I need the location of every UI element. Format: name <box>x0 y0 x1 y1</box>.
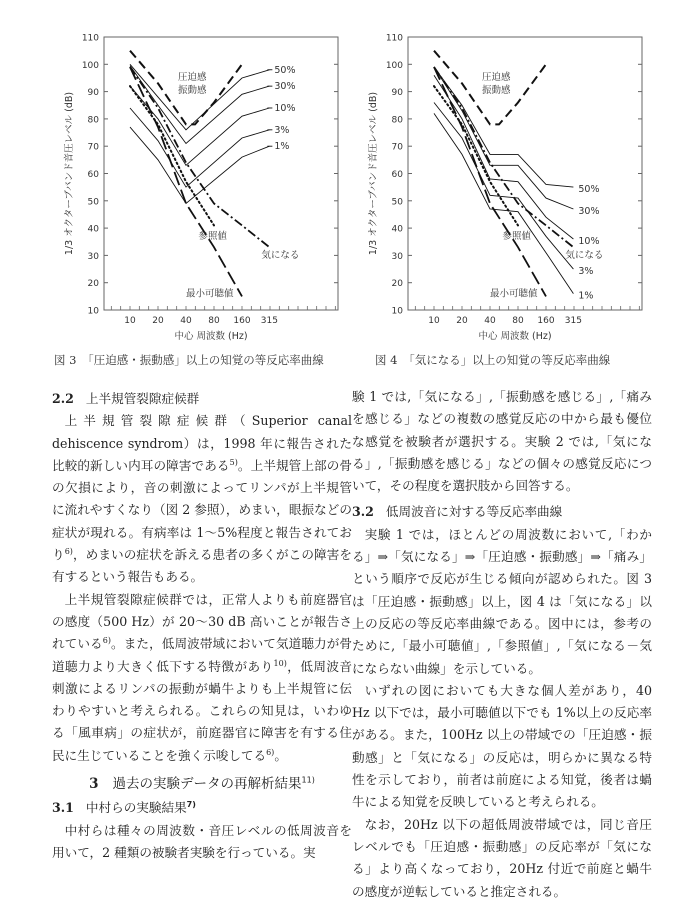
y-tick-label: 110 <box>81 33 99 44</box>
annoyance-curve-label: 気になる <box>261 250 300 262</box>
section-title: 中村らの実験結果 <box>85 800 187 816</box>
x-tick-label: 40 <box>484 316 496 326</box>
figure-3 <box>48 22 348 342</box>
section-3-2-heading <box>352 501 652 523</box>
y-tick-label: 80 <box>87 115 99 126</box>
section-title: 低周波音に対する等反応率曲線 <box>385 504 563 520</box>
series-line-最小可聴値 <box>130 67 242 296</box>
reference: 6) <box>266 747 275 757</box>
reference: 5) <box>229 457 238 467</box>
section-number: 3.1 <box>52 800 74 816</box>
y-tick-label: 110 <box>385 33 403 44</box>
percent-label-3pct: 3% <box>578 266 594 278</box>
series-line-参照値 <box>434 86 518 225</box>
percent-label-10pct: 10% <box>274 102 296 114</box>
x-tick-label: 10 <box>428 316 440 326</box>
series-line-3% <box>434 103 573 270</box>
figure-4 <box>352 22 652 342</box>
y-tick-label: 50 <box>87 197 99 208</box>
paragraph <box>52 410 352 588</box>
section-number: 2.2 <box>52 391 74 406</box>
left-column <box>52 386 352 864</box>
percent-label-50pct: 50% <box>578 184 600 196</box>
x-tick-label: 40 <box>180 316 192 326</box>
annotation-pressure-label: 圧迫感 <box>482 72 511 83</box>
figure-3-chart <box>48 22 348 342</box>
hearing-threshold-label: 最小可聴値 <box>186 288 234 300</box>
text: 。また，低周波帯域において気道聴力が骨道聴力より大きく低下する特徴があり <box>52 636 353 674</box>
y-tick-label: 40 <box>87 224 99 235</box>
reference: 6) <box>64 546 73 556</box>
x-tick-label: 10 <box>124 316 136 326</box>
x-tick-label: 80 <box>208 316 220 326</box>
hearing-threshold-label: 最小可聴値 <box>490 288 538 300</box>
percent-label-30pct: 30% <box>274 81 296 93</box>
percent-label-1pct: 1% <box>274 141 290 153</box>
percent-label-10pct: 10% <box>578 236 600 248</box>
y-tick-label: 60 <box>87 170 99 180</box>
series-line-1% <box>130 127 269 203</box>
y-tick-label: 30 <box>391 251 403 262</box>
reference: 11) <box>301 775 315 785</box>
y-tick-label: 40 <box>391 224 403 235</box>
paragraph <box>52 589 352 767</box>
y-tick-label: 80 <box>391 115 403 126</box>
x-tick-label: 315 <box>260 316 278 326</box>
x-axis-label: 中心 周波数 (Hz) <box>478 331 552 342</box>
reference: 7) <box>186 800 196 810</box>
annotation-pressure-label: 圧迫感 <box>178 72 207 83</box>
section-3-1-heading <box>52 797 352 819</box>
y-tick-label: 20 <box>391 279 403 290</box>
y-tick-label: 90 <box>391 88 403 99</box>
text: ，低周波音刺激によるリンパの振動が蝸牛よりも上半規管に伝わりやすいと考えられる。これらの知見は，いわゆる「風車病」の症状が，前庭器官に障害を有する住民に生じていることを強く示唆してる <box>52 658 352 763</box>
right-column <box>352 386 652 903</box>
section-number: 3.2 <box>352 504 374 520</box>
y-tick-label: 30 <box>87 251 99 262</box>
text: 。上半規管上部の骨の欠損により，音の刺激によってリンパが上半規管に流れやすくなり（図 2 参照），めまい，眼振などの症状が現れる。有病率は 1～5%程度と報告されており <box>52 457 353 563</box>
paragraph: 中村らは種々の周波数・音圧レベルの低周波音を用いて，2 種類の被験者実験を行っている。実 <box>52 822 352 860</box>
text: 。 <box>274 747 287 763</box>
paragraph: 実験 1 では，ほとんどの周波数において,「わかる」⇒「気になる」⇒「圧迫感・振動感」⇒「痛み」という順序で反応が生じる傾向が認められた。図 3 は「圧迫感・振動感」以上，図 4 は「気になる」以上の反応の等反応率曲線である。図中には，参考のために,「最小可聴値」,「参照値」,「気になる－気にならない曲線」を示している。 <box>352 526 652 676</box>
reference-value-label: 参照値 <box>198 231 227 243</box>
y-tick-label: 90 <box>87 88 99 99</box>
y-tick-label: 100 <box>385 60 403 71</box>
x-tick-label: 20 <box>456 316 468 326</box>
x-tick-label: 160 <box>537 316 555 326</box>
percent-label-1pct: 1% <box>578 290 594 302</box>
series-line-最小可聴値 <box>434 67 546 296</box>
percent-label-30pct: 30% <box>578 205 600 217</box>
reference: 10) <box>273 658 287 668</box>
reference-value-label: 参照値 <box>502 231 531 243</box>
y-tick-label: 100 <box>81 60 99 71</box>
annotation-vibration-label: 振動感 <box>178 85 207 96</box>
percent-label-50pct: 50% <box>274 64 296 76</box>
annoyance-curve-label: 気になる <box>565 250 604 262</box>
y-tick-label: 20 <box>87 279 99 290</box>
figure-3-caption: 図 3 「圧迫感・振動感」以上の知覚の等反応率曲線 <box>54 353 324 367</box>
y-axis-label: 1/3 オクターブバンド音圧レベル (dB) <box>64 91 75 256</box>
section-title: 上半規管裂隙症候群 <box>85 391 200 406</box>
text: 上半規管裂隙症候群では，正常人よりも前庭器官の感度（500 Hz）が 20～30 dB 高いことが報告されている <box>52 591 352 652</box>
y-tick-label: 10 <box>87 306 99 317</box>
y-tick-label: 70 <box>391 142 403 153</box>
text: 上半規管裂隙症候群（Superior canal dehiscence syndrom）は，1998 年に報告された比較的新しい内耳の障害である <box>52 413 352 473</box>
y-axis-label: 1/3 オクターブバンド音圧レベル (dB) <box>368 91 379 256</box>
y-tick-label: 10 <box>391 306 403 317</box>
paragraph: なお，20Hz 以下の超低周波帯域では，同じ音圧レベルでも「圧迫感・振動感」の反応率が「気になる」より高くなっており，20Hz 付近で前庭と蝸牛の感度が逆転していると推定される。 <box>352 816 652 899</box>
figure-4-caption: 図 4 「気になる」以上の知覚の等反応率曲線 <box>375 353 611 367</box>
figure-4-chart <box>352 22 652 342</box>
series-line-参照値 <box>130 86 214 225</box>
section-3-heading <box>52 773 352 795</box>
y-tick-label: 50 <box>391 197 403 208</box>
annotation-vibration-label: 振動感 <box>482 85 511 96</box>
section-2-2-heading <box>52 388 352 410</box>
x-tick-label: 20 <box>152 316 164 326</box>
paragraph: いずれの図においても大きな個人差があり，40 Hz 以下では，最小可聴値以下でも 1%以上の反応率がある。また，100Hz 以上の帯域での「圧迫感・振動感」と「気になる」の反応は，明らかに異なる特性を示しており，前者は前庭による知覚，後者は蝸牛による知覚を反映していると考えられる。 <box>352 682 652 810</box>
y-tick-label: 70 <box>87 142 99 153</box>
paragraph: 験 1 では,「気になる」,「振動感を感じる」,「痛みを感じる」などの複数の感覚反応の中から最も優位な感覚を被験者が選択する。実験 2 では,「気になる」,「振動感を感じる」などの個々の感覚反応について，その程度を選択肢から回答する。 <box>352 389 652 494</box>
x-tick-label: 80 <box>512 316 524 326</box>
x-tick-label: 315 <box>564 316 582 326</box>
text: ，めまいの症状を訴える患者の多くがこの障害を有するという報告もある。 <box>52 547 353 585</box>
x-axis-label: 中心 周波数 (Hz) <box>174 331 248 342</box>
series-line-3% <box>130 108 269 187</box>
percent-label-3pct: 3% <box>274 124 290 136</box>
section-number: 3 <box>89 776 99 793</box>
y-tick-label: 60 <box>391 170 403 180</box>
reference: 6) <box>102 636 111 646</box>
x-tick-label: 160 <box>233 316 251 326</box>
section-title: 過去の実験データの再解析結果 <box>112 776 302 793</box>
